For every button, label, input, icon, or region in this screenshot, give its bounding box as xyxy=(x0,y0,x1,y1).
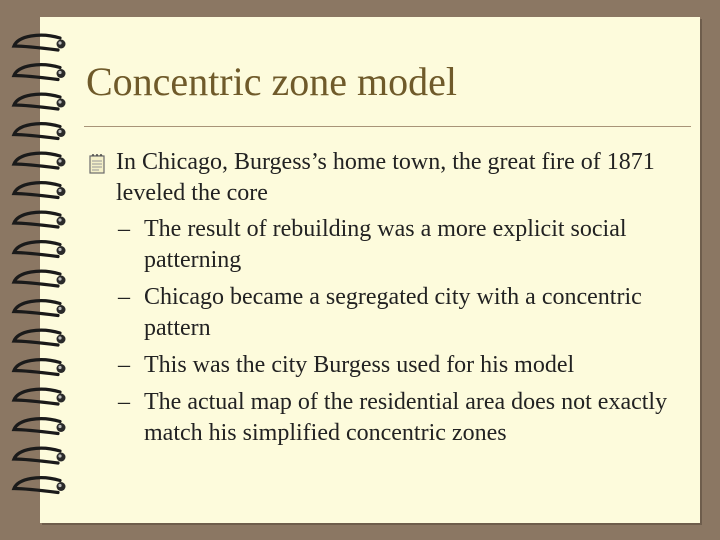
binding-ring xyxy=(14,153,66,168)
main-bullet xyxy=(86,147,686,209)
binding-ring xyxy=(14,448,66,463)
binding-ring xyxy=(14,124,66,139)
binding-ring xyxy=(14,35,66,50)
binding-ring xyxy=(14,301,66,316)
binding-ring xyxy=(14,94,66,109)
binding-ring xyxy=(14,419,66,434)
binding-ring xyxy=(14,183,66,198)
binding-ring xyxy=(14,389,66,404)
sub-bullet-dash: – xyxy=(118,389,130,415)
slide-title: Concentric zone model xyxy=(86,59,457,104)
main-bullet-text: In Chicago, Burgess’s home town, the great fire of 1871 leveled the core xyxy=(116,149,655,206)
sub-bullet-list xyxy=(118,214,688,455)
sub-bullet-item xyxy=(118,387,688,449)
title-divider xyxy=(84,126,691,127)
sub-bullet-text: This was the city Burgess used for his model xyxy=(144,352,575,378)
sub-bullet-dash: – xyxy=(118,284,130,310)
sub-bullet-text: The actual map of the residential area does not exactly match his simplified concentric zones xyxy=(144,389,668,446)
sub-bullet-dash: – xyxy=(118,352,130,378)
sub-bullet-text: Chicago became a segregated city with a concentric pattern xyxy=(144,284,642,341)
binding-ring xyxy=(14,242,66,257)
binding-ring xyxy=(14,478,66,493)
binding-ring xyxy=(14,330,66,345)
sub-bullet-item xyxy=(118,350,688,381)
binding-ring xyxy=(14,65,66,80)
sub-bullet-dash: – xyxy=(118,216,130,242)
binding-ring xyxy=(14,271,66,286)
sub-bullet-item xyxy=(118,282,688,344)
notepad-icon xyxy=(86,153,108,175)
binding-ring xyxy=(14,212,66,227)
sub-bullet-item xyxy=(118,214,688,276)
sub-bullet-text: The result of rebuilding was a more explicit social patterning xyxy=(144,216,627,273)
binding-ring xyxy=(14,360,66,375)
spiral-binding xyxy=(0,0,80,540)
